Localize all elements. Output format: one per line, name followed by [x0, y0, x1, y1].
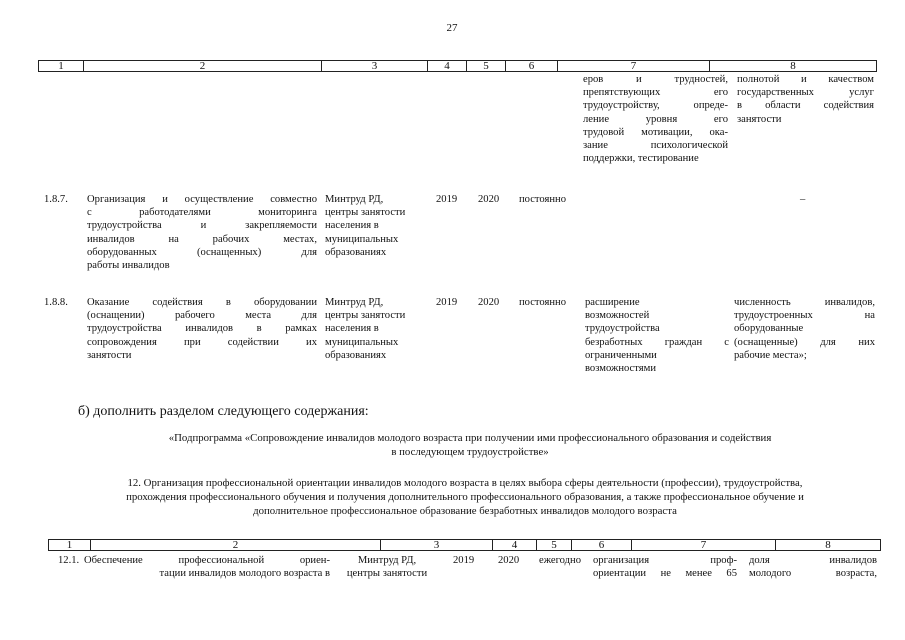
section-intro: б) дополнить разделом следующего содержания: — [78, 404, 369, 419]
end-year: 2020 — [498, 555, 520, 566]
text-line: образованиях — [325, 246, 387, 258]
text-line: поддержки, тестирование — [583, 153, 699, 165]
text-line: ление уровня его — [583, 113, 728, 125]
executor — [325, 296, 425, 362]
text-line: препятствующих его — [583, 87, 728, 99]
text-line: оборудованные — [734, 323, 804, 335]
text-line: центры занятости — [325, 310, 406, 322]
text-line: тации инвалидов молодого возраста в — [159, 568, 330, 580]
text-line: Минтруд РД, — [325, 297, 384, 308]
column-number: 2 — [84, 61, 322, 72]
text-line: с работодателями мониторинга — [87, 207, 317, 219]
text-line: трудовой мотивации, ока- — [583, 126, 728, 138]
text-line: населения в — [325, 323, 379, 335]
period: постоянно — [519, 297, 567, 308]
end-year: 2020 — [478, 297, 500, 308]
executor — [325, 193, 425, 259]
text-line: ограниченными — [585, 349, 657, 361]
text-line: «Подпрограмма «Сопровождение инвалидов молодого возраста при получении ими профессионального образования и содействия — [168, 432, 772, 444]
target-indicator — [734, 296, 875, 362]
column-number: 5 — [537, 540, 572, 551]
text-line: молодого возраста, — [749, 568, 877, 580]
text-line: работы инвалидов — [87, 260, 170, 272]
start-year: 2019 — [436, 297, 458, 308]
column-number: 7 — [558, 61, 710, 72]
column-number: 4 — [493, 540, 537, 551]
column-number: 8 — [710, 61, 877, 72]
row-number: 12.1. — [58, 555, 80, 566]
text-line: доля инвалидов — [749, 555, 877, 566]
row-number: 1.8.7. — [44, 194, 68, 205]
text-line: муниципальных — [325, 233, 399, 245]
carryover-indicator-cell — [737, 73, 874, 126]
text-line: Обеспечение профессиональной ориен- — [84, 555, 330, 566]
activity-title — [84, 554, 330, 580]
column-number-header-bottom — [48, 539, 881, 551]
text-line: оборудованных (оснащенных) для — [87, 246, 317, 258]
text-line: занятости — [737, 113, 782, 125]
text-line: государственных услуг — [737, 87, 874, 99]
column-number: 3 — [322, 61, 428, 72]
expected-result — [593, 554, 737, 580]
text-line: возможностей — [585, 310, 650, 322]
text-line: трудоустроенных на — [734, 310, 875, 322]
text-line: трудоустройства и закрепляемости — [87, 220, 317, 232]
text-line: численность инвалидов, — [734, 297, 875, 308]
text-line: занятости — [87, 349, 132, 361]
text-line: образованиях — [325, 349, 387, 361]
text-line: трудоустройства — [585, 323, 660, 335]
text-line: еров и трудностей, — [583, 74, 728, 85]
column-number: 3 — [381, 540, 493, 551]
item-12-heading — [40, 476, 890, 518]
subprogram-title — [60, 431, 880, 459]
start-year: 2019 — [436, 194, 458, 205]
text-line: возможностями — [585, 363, 656, 375]
period: постоянно — [519, 194, 567, 205]
start-year: 2019 — [453, 555, 475, 566]
text-line: 12. Организация профессиональной ориентации инвалидов молодого возраста в целях выбора сферы деятельности (профессии), трудоустройства, — [127, 477, 803, 489]
text-line: организация проф- — [593, 555, 737, 566]
text-line: муниципальных — [325, 336, 399, 348]
text-line: трудоустройства инвалидов в рамках — [87, 323, 317, 335]
text-line: в области содействия — [737, 100, 874, 112]
text-line: ориентации не менее 65 — [593, 568, 737, 580]
page-number: 27 — [446, 22, 458, 34]
indicator-dash: – — [800, 194, 806, 205]
carryover-result-cell — [583, 73, 728, 165]
text-line: (оснащенные) для них — [734, 336, 875, 348]
column-number: 6 — [572, 540, 632, 551]
column-number: 6 — [506, 61, 558, 72]
period: ежегодно — [539, 555, 582, 566]
column-number: 2 — [91, 540, 381, 551]
text-line: центры занятости — [325, 207, 406, 219]
text-line: сопровождения при содействии их — [87, 336, 317, 348]
text-line: рабочие места»; — [734, 349, 807, 361]
text-line: инвалидов на рабочих местах, — [87, 233, 317, 245]
executor — [334, 554, 440, 580]
target-indicator — [749, 554, 877, 580]
text-line: центры занятости — [346, 568, 428, 580]
column-number: 4 — [428, 61, 467, 72]
text-line: дополнительное профессиональное образование безработных инвалидов молодого возраста — [253, 505, 677, 517]
column-number-header-top — [38, 60, 877, 72]
column-number: 7 — [632, 540, 776, 551]
row-number: 1.8.8. — [44, 297, 68, 308]
text-line: прохождения профессионального обучения и получения дополнительного профессионального образования, а также профессиональное обучение и — [126, 491, 804, 503]
column-number: 5 — [467, 61, 506, 72]
column-number: 1 — [49, 540, 91, 551]
text-line: Оказание содействия в оборудовании — [87, 297, 317, 308]
end-year: 2020 — [478, 194, 500, 205]
text-line: населения в — [325, 220, 379, 232]
text-line: (оснащении) рабочего места для — [87, 310, 317, 322]
text-line: безработных граждан с — [585, 336, 729, 348]
expected-result — [585, 296, 729, 375]
text-line: зание психологической — [583, 140, 728, 152]
text-line: Организация и осуществление совместно — [87, 194, 317, 205]
text-line: трудоустройству, опреде- — [583, 100, 728, 112]
column-number: 1 — [39, 61, 84, 72]
text-line: полнотой и качеством — [737, 74, 874, 85]
text-line: Минтруд РД, — [357, 555, 417, 566]
text-line: в последующем трудоустройстве» — [391, 446, 549, 458]
text-line: Минтруд РД, — [325, 194, 384, 205]
column-number: 8 — [776, 540, 881, 551]
activity-title — [87, 193, 317, 272]
activity-title — [87, 296, 317, 362]
text-line: расширение — [585, 297, 640, 308]
